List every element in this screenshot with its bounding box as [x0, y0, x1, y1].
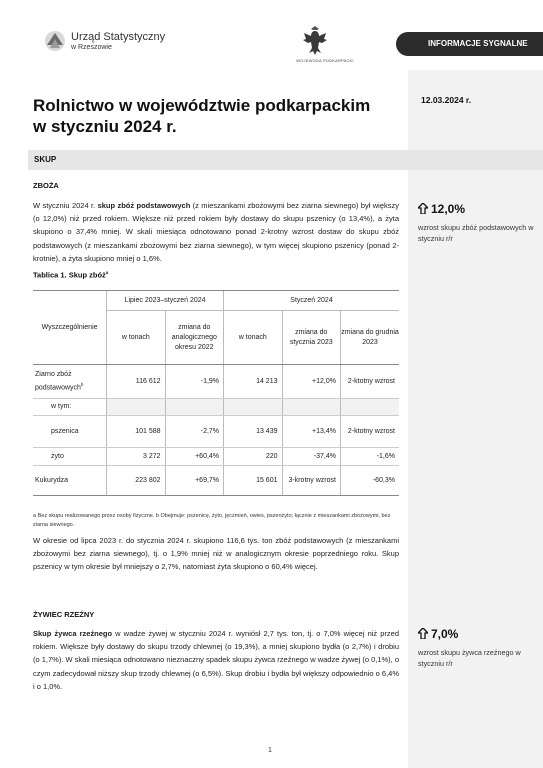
- table-head-change-prev: zmiana do analogicznego okresu 2022: [165, 311, 223, 365]
- zboza-stat: [418, 202, 538, 244]
- arrow-up-icon: [418, 203, 428, 214]
- table-row: [33, 466, 399, 496]
- table-cell-label: Ziarno zbóż podstawowych$^b$: [33, 365, 107, 399]
- table-cell: 3-krotny wzrost: [282, 466, 340, 496]
- arrow-up-icon: [418, 628, 428, 639]
- section-bar: [28, 150, 543, 170]
- gus-logo: [44, 28, 164, 58]
- table-head-label: Wyszczególnienie: [33, 291, 107, 365]
- zboza-p1-b: skup zbóż podstawowych: [97, 201, 191, 210]
- grain-table: [33, 290, 399, 496]
- table-cell: +60,4%: [165, 448, 223, 466]
- logo-line2: w Rzeszowie: [71, 44, 112, 51]
- table-cell-label: Kukurydza: [33, 466, 107, 496]
- section-label: SKUP: [34, 155, 57, 164]
- table-cell: 220: [224, 448, 282, 466]
- zboza-stat-desc: wzrost skupu zbóż podstawowych w styczniu r/r: [418, 223, 534, 243]
- title-line2: w styczniu 2024 r.: [33, 117, 177, 136]
- zboza-p1-c: (z mieszankami zbożowymi bez ziarna siewnego) był większy (o 12,0%) niż przed rokiem. Większe niż przed rokiem były dostawy do skupu pszenicy (o 13,4%), a żyta skupiono o 37,4% mniej. W skali miesiąca odnotowano ponad 2-krotny wzrost dostaw do skupu zbóż podstawowych (z mieszankami zbożowymi bez ziarna siewnego), w tym więcej skupiono pszenicy (ponad 2-krotnie), a żyta skupiono mniej o 1,6%.: [33, 201, 400, 263]
- table-cell: +69,7%: [165, 466, 223, 496]
- zywiec-heading: ŻYWIEC RZEŹNY: [33, 610, 95, 619]
- title-line1: Rolnictwo w województwie podkarpackim: [33, 96, 371, 115]
- table-cell: 2-ktotny wzrost: [340, 416, 399, 448]
- table-cell-label: pszenica: [33, 416, 107, 448]
- table-head-tonnes-1: w tonach: [107, 311, 165, 365]
- zywiec-stat-value-row: [418, 627, 538, 641]
- table-row: [33, 448, 399, 466]
- table-cell: 13 439: [224, 416, 282, 448]
- table-title-sup: a: [105, 270, 109, 275]
- banner-label: INFORMACJE SYGNALNE: [428, 39, 528, 48]
- table-head-change-jan: zmiana do stycznia 2023: [282, 311, 340, 365]
- table-cell: -2,7%: [165, 416, 223, 448]
- table-cell: +12,0%: [282, 365, 340, 399]
- zywiec-stat-value: 7,0%: [431, 627, 459, 641]
- zboza-stat-value: 12,0%: [431, 202, 466, 216]
- table-group-2: Styczeń 2024: [224, 291, 399, 311]
- zywiec-stat: [418, 627, 538, 669]
- logo-line1: Urząd Statystyczny: [71, 31, 166, 43]
- table-cell: -1,9%: [165, 365, 223, 399]
- table-cell: 101 588: [107, 416, 165, 448]
- gus-logo-icon: [44, 30, 66, 52]
- table-cell-empty: [282, 399, 340, 416]
- table-head-tonnes-2: w tonach: [224, 311, 282, 365]
- table-cell-empty: [340, 399, 399, 416]
- table-row: [33, 365, 399, 399]
- table-cell: +13,4%: [282, 416, 340, 448]
- table-cell-empty: [107, 399, 165, 416]
- zywiec-stat-desc: wzrost skupu żywca rzeźnego w styczniu r/r: [418, 648, 521, 668]
- table-cell: 116 612: [107, 365, 165, 399]
- table-cell-label: w tym:: [33, 399, 107, 416]
- table-cell: 14 213: [224, 365, 282, 399]
- table-cell-empty: [165, 399, 223, 416]
- zywiec-paragraph-1: [33, 627, 399, 693]
- table-cell: 223 802: [107, 466, 165, 496]
- table-cell-label: żyto: [33, 448, 107, 466]
- signal-info-banner: [396, 32, 543, 56]
- table-cell: -60,3%: [340, 466, 399, 496]
- table-cell: 15 601: [224, 466, 282, 496]
- emblem-caption: WOJEWODA PODKARPACKI: [296, 58, 354, 63]
- zboza-paragraph-2: W okresie od lipca 2023 r. do stycznia 2024 r. skupiono 116,6 tys. ton zbóż podstawowych (z mieszankami zbożowymi bez ziarna siewnego), tj. o 1,9% mniej niż w analogicznym okresie poprzedniego roku. Skup pszenicy w tym okresie był mniejszy o 2,7%, natomiast żyta skupiono o 60,4% więcej.: [33, 536, 399, 572]
- table-title-text: Tablica 1. Skup zbóż: [33, 270, 106, 280]
- page-title: [33, 95, 393, 137]
- table-row: [33, 416, 399, 448]
- table-footnote: a Bez skupu realizowanego przez osoby fizyczne. b Obejmuje: pszenicę, żyto, jęczmień, owies, pszenżyto; łącznie z mieszankami zbożowymi, bez ziarna siewnego.: [33, 513, 391, 528]
- publication-date: 12.03.2024 r.: [421, 95, 472, 105]
- zboza-stat-value-row: [418, 202, 538, 216]
- zboza-heading: ZBOŻA: [33, 181, 59, 190]
- zboza-p1-a: W styczniu 2024 r.: [33, 201, 98, 210]
- table-cell-empty: [224, 399, 282, 416]
- table-cell: 2-ktotny wzrost: [340, 365, 399, 399]
- table-cell: -1,6%: [340, 448, 399, 466]
- zywiec-p1-b: Skup żywca rzeźnego: [33, 629, 113, 638]
- table-cell: 3 272: [107, 448, 165, 466]
- table-row: [33, 399, 399, 416]
- zywiec-p1-c: w wadze żywej w styczniu 2024 r. wyniósł 2,7 tys. ton, tj. o 7,0% więcej niż przed rokiem. Większe były dostawy do skupu trzody chlewnej (o 19,3%), a mniej skupiono bydła (o 2,7%) i drobiu (o 1,7%). W skali miesiąca odnotowano nieznaczny spadek skupu żywca rzeźnego w wadze żywej (o 0,1%), o czym zadecydował niższy skup trzody chlewnej (o 6,5%). Skup drobiu i bydła był większy odpowiednio o 6,4% i o 1,0%.: [33, 629, 400, 691]
- table-group-1: Lipiec 2023–styczeń 2024: [107, 291, 224, 311]
- eagle-emblem-icon: [302, 26, 328, 56]
- table-title: [33, 270, 108, 280]
- table-cell: -37,4%: [282, 448, 340, 466]
- zboza-paragraph-1: [33, 199, 399, 265]
- page-number: 1: [268, 747, 272, 754]
- table-head-change-dec: zmiana do grudnia 2023: [340, 311, 399, 365]
